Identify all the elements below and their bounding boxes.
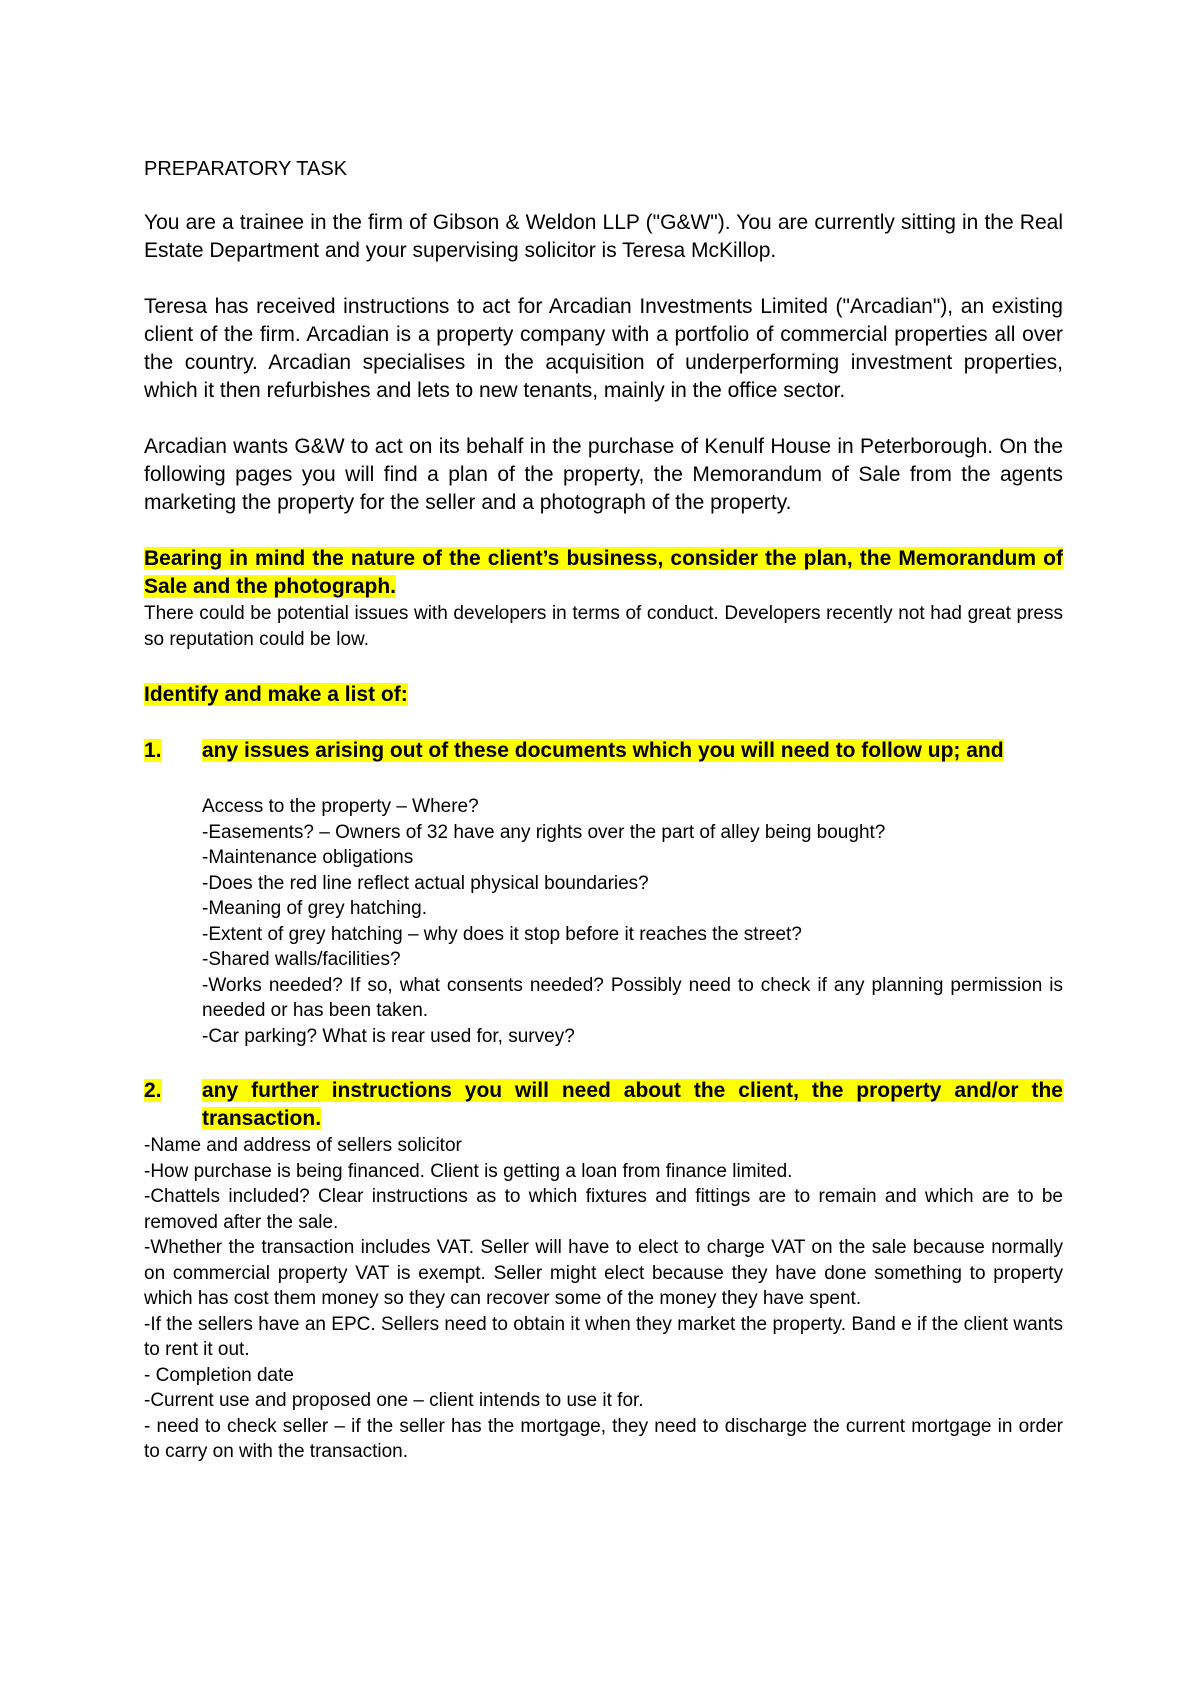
client-paragraph: Teresa has received instructions to act for Arcadian Investments Limited ("Arcadian"), an existing client of the firm. Arcadian is a property company with a portfolio of commercial properties all over the country. Arcadian specialises in the acquisition of underperforming investment properties, which it then refurbishes and lets to new tenants, mainly in the office sector. bbox=[144, 295, 1063, 402]
note-line: - need to check seller – if the seller has the mortgage, they need to discharge the current mortgage in order to carry on with the transaction. bbox=[144, 1415, 1063, 1462]
note-line: -Whether the transaction includes VAT. Seller will have to elect to charge VAT on the sale because normally on commercial property VAT is exempt. Seller might elect because they have done something to property which has cost them money so they can recover some of the money they have spent. bbox=[144, 1237, 1063, 1309]
intro-paragraph: You are a trainee in the firm of Gibson & Weldon LLP ("G&W"). You are currently sitting in the Real Estate Department and your supervising solicitor is Teresa McKillop. bbox=[144, 211, 1063, 262]
note-line: -Current use and proposed one – client intends to use it for. bbox=[144, 1390, 644, 1411]
page-title: PREPARATORY TASK bbox=[144, 158, 348, 180]
note-line: - Completion date bbox=[144, 1364, 294, 1386]
note-line: Access to the property – Where? bbox=[202, 796, 479, 817]
list-item-2 bbox=[144, 1077, 1063, 1133]
purchase-paragraph: Arcadian wants G&W to act on its behalf in the purchase of Kenulf House in Peterborough. On the following pages you will find a plan of the property, the Memorandum of Sale from the agents marketing the property for the seller and a photograph of the property. bbox=[144, 435, 1063, 514]
note-line: -Does the red line reflect actual physical boundaries? bbox=[202, 872, 649, 894]
instruction-answer: There could be potential issues with developers in terms of conduct. Developers recently not had great press so reputation could be low. bbox=[144, 603, 1063, 650]
note-line: -Chattels included? Clear instructions as to which fixtures and fittings are to remain and which are to be removed after the sale. bbox=[144, 1186, 1063, 1233]
note-line: -Shared walls/facilities? bbox=[202, 949, 401, 970]
note-line: -Car parking? What is rear used for, survey? bbox=[202, 1025, 575, 1047]
document-body bbox=[144, 156, 1063, 1465]
note-line: -Name and address of sellers solicitor bbox=[144, 1135, 462, 1156]
item-number: 2. bbox=[144, 1079, 162, 1102]
item-text: any further instructions you will need about the client, the property and/or the transaction. bbox=[202, 1079, 1063, 1130]
identify-block bbox=[144, 681, 1063, 709]
item-2-notes bbox=[144, 1133, 1063, 1465]
note-line: -Extent of grey hatching – why does it stop before it reaches the street? bbox=[202, 923, 802, 945]
note-line: -Easements? – Owners of 32 have any rights over the part of alley being bought? bbox=[202, 821, 886, 843]
item-1-notes bbox=[144, 794, 1063, 1049]
item-text: any issues arising out of these documents which you will need to follow up; and bbox=[202, 739, 1004, 762]
note-line: -How purchase is being financed. Client is getting a loan from finance limited. bbox=[144, 1160, 793, 1182]
note-line: -Works needed? If so, what consents needed? Possibly need to check if any planning permission is needed or has been taken. bbox=[202, 974, 1063, 1021]
item-number: 1. bbox=[144, 739, 162, 762]
note-line: -Maintenance obligations bbox=[202, 847, 414, 868]
list-item-1 bbox=[144, 737, 1063, 765]
identify-heading: Identify and make a list of: bbox=[144, 683, 408, 706]
note-line: -Meaning of grey hatching. bbox=[202, 898, 427, 919]
note-line: -If the sellers have an EPC. Sellers need to obtain it when they market the property. Band e if the client wants to rent it out. bbox=[144, 1313, 1063, 1360]
instruction-text: Bearing in mind the nature of the client’s business, consider the plan, the Memorandum of Sale and the photograph. bbox=[144, 547, 1063, 598]
instruction-block bbox=[144, 545, 1063, 601]
